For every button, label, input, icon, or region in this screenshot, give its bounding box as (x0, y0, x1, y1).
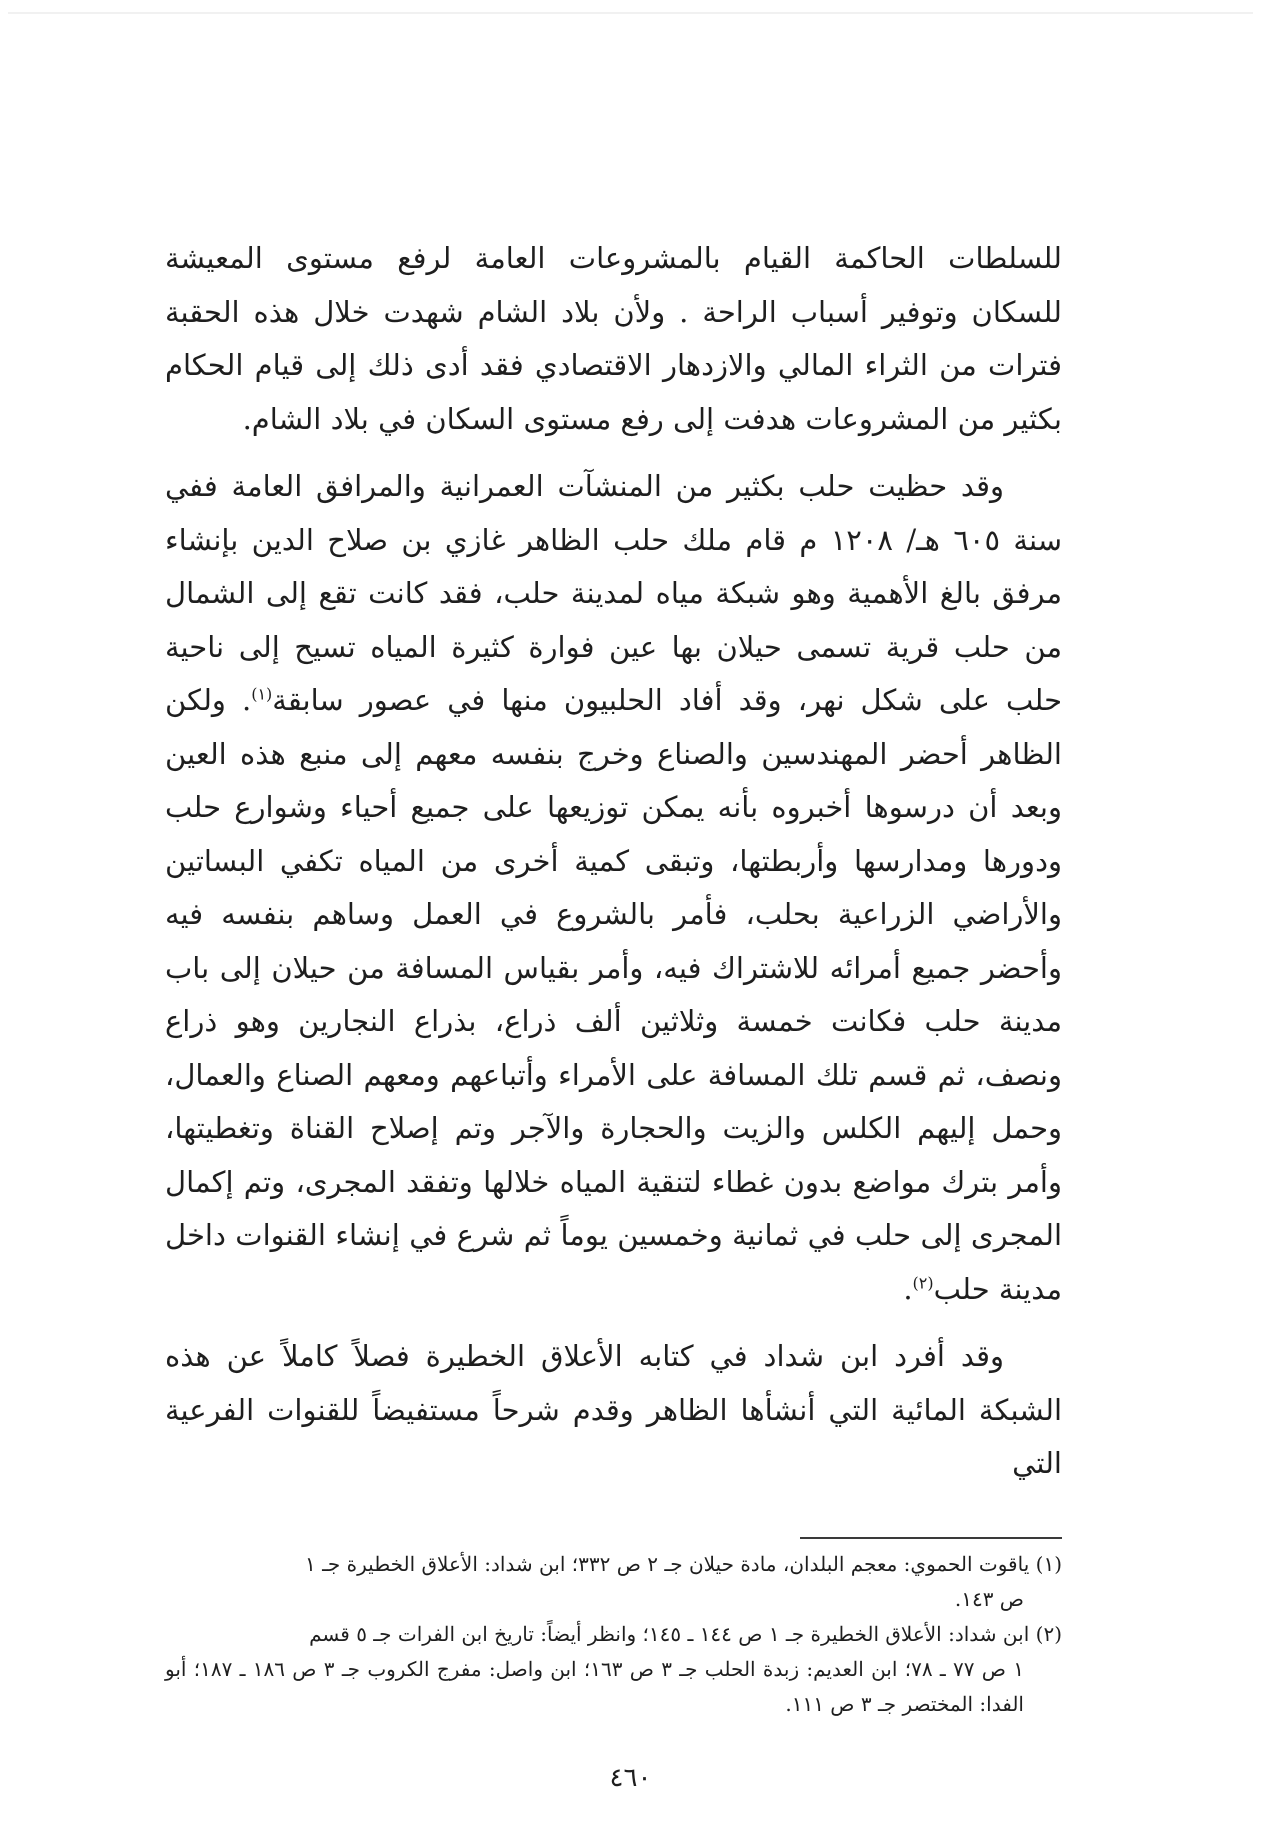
paragraph-3-text: وقد أفرد ابن شداد في كتابه الأعلاق الخطيرة فصلاً كاملاً عن هذه الشبكة المائية التي أنشأها الظاهر وقدم شرحاً مستفيضاً للقنوات الفرعية التي (165, 1339, 1062, 1480)
footnotes (165, 1547, 1062, 1722)
footnote-1-continuation: ص ١٤٣. (954, 1586, 1024, 1611)
footnote-2 (165, 1617, 1062, 1722)
footnote-1-marker: (١) (1035, 1551, 1062, 1576)
footnote-1 (165, 1547, 1062, 1617)
page-number: ٤٦٠ (609, 1762, 652, 1793)
footnote-1-text: ياقوت الحموي: معجم البلدان، مادة حيلان جـ ٢ ص ٣٣٢؛ ابن شداد: الأعلاق الخطيرة جـ ١ (304, 1551, 1030, 1576)
footnote-2-continuation: ١ ص ٧٧ ـ ٧٨؛ ابن العديم: زبدة الحلب جـ ٣ ص ١٦٣؛ ابن واصل: مفرج الكروب جـ ٣ ص ١٨٦ ـ ١٨٧؛ أبو الفدا: المختصر جـ ٣ ص ١١١. (165, 1656, 1024, 1716)
paragraph-1 (165, 232, 1062, 446)
footnote-2-marker: (٢) (1035, 1621, 1062, 1646)
paragraph-1-text: للسلطات الحاكمة القيام بالمشروعات العامة لرفع مستوى المعيشة للسكان وتوفير أسباب الراحة . ولأن بلاد الشام شهدت خلال هذه الحقبة فترات من الثراء المالي والازدهار الاقتصادي فقد أدى ذلك إلى قيام الحكام بكثير من المشروعات هدفت إلى رفع مستوى السكان في بلاد الشام. (165, 241, 1062, 436)
footnote-2-text: ابن شداد: الأعلاق الخطيرة جـ ١ ص ١٤٤ ـ ١٤٥؛ وانظر أيضاً: تاريخ ابن الفرات جـ ٥ قسم (309, 1621, 1030, 1646)
paragraph-3 (165, 1330, 1062, 1491)
footnote-divider (800, 1537, 1062, 1539)
paragraph-2-text-a: وقد حظيت حلب بكثير من المنشآت العمرانية والمرافق العامة ففي سنة ٦٠٥ هـ/ ١٢٠٨ م قام ملك حلب الظاهر غازي بن صلاح الدين بإنشاء مرفق بالغ الأهمية وهو شبكة مياه لمدينة حلب، فقد كانت تقع إلى الشمال من حلب قرية تسمى حيلان بها عين فوارة كثيرة المياه تسيح إلى ناحية حلب على شكل نهر، وقد أفاد الحلبيون منها في عصور سابقة (165, 469, 1063, 717)
footnote-ref-1[interactable]: (١) (251, 684, 273, 704)
paragraph-2 (165, 460, 1062, 1316)
main-text (165, 232, 1062, 1491)
paragraph-2-text-b: . ولكن الظاهر أحضر المهندسين والصناع وخرج بنفسه معهم إلى منبع هذه العين وبعد أن درسوها أخبروه بأنه يمكن توزيعها على جميع أحياء وشوارع حلب ودورها ومدارسها وأربطتها، وتبقى كمية أخرى من المياه تكفي البساتين والأراضي الزراعية بحلب، فأمر بالشروع في العمل وساهم بنفسه فيه وأحضر جميع أمرائه للاشتراك فيه، وأمر بقياس المسافة من حيلان إلى باب مدينة حلب فكانت خمسة وثلاثين ألف ذراع، بذراع النجارين وهو ذراع ونصف، ثم قسم تلك المسافة على الأمراء وأتباعهم ومعهم الصناع والعمال، وحمل إليهم الكلس والزيت والحجارة والآجر وتم إصلاح القناة وتغطيتها، وأمر بترك مواضع بدون غطاء لتنقية المياه خلالها وتفقد المجرى، وتم إكمال المجرى إلى حلب في ثمانية وخمسين يوماً ثم شرع في إنشاء القنوات داخل مدينة حلب (165, 683, 1062, 1306)
footnote-ref-2[interactable]: (٢) (912, 1272, 934, 1292)
paragraph-2-text-c: . (903, 1271, 913, 1306)
